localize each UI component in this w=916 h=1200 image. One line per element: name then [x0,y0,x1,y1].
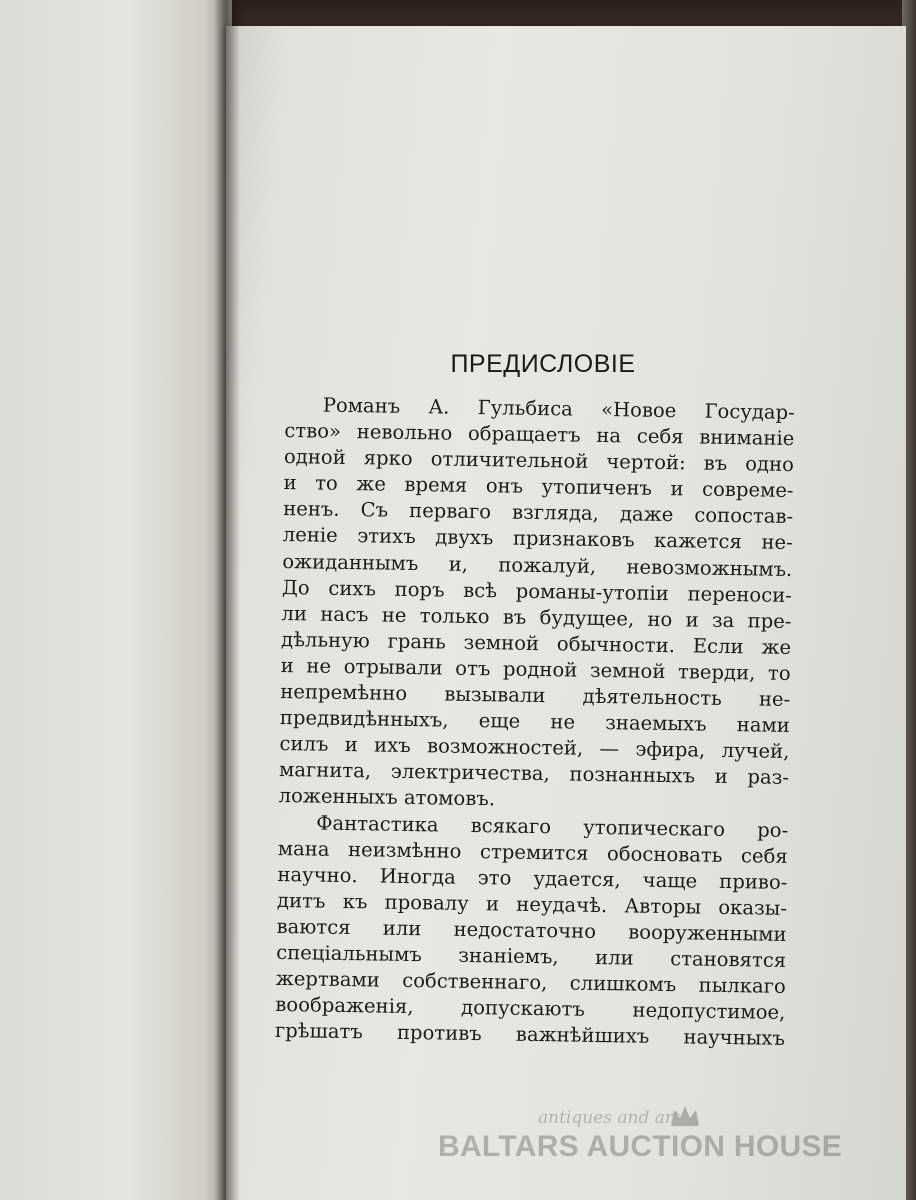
text-line: одной ярко отличительной чертой: въ одно [283,445,795,477]
text-line: спеціальнымъ знаніемъ, или становятся [276,940,787,972]
text-line: ожиданнымъ и, пожалуй, невозможнымъ. [282,549,793,581]
text-line: дѣльную грань земной обычности. Если же [280,627,792,659]
book-gutter [214,0,240,1200]
crown-icon [668,1102,702,1132]
text-line: ложенныхъ атомовъ. [278,784,496,811]
text-line: силъ и ихъ возможностей, — эфира, лучей, [279,732,790,764]
watermark-tagline: antiques and art [538,1108,680,1128]
page-heading: ПРЕДИСЛОВІЕ [450,350,636,378]
text-line: леніе этихъ двухъ признаковъ кажется не- [282,523,793,555]
text-line: До сихъ поръ всѣ романы-утопіи переноси- [281,575,793,607]
text-line: и то же время онъ утопиченъ и совреме- [283,471,794,503]
text-line: Фантастика всякаго утопическаго ро- [316,811,789,842]
text-line: дитъ къ провалу и неудачѣ. Авторы оказы- [276,888,788,920]
left-page [0,0,232,1200]
text-line: непремѣнно вызывали дѣятельность не- [280,679,791,712]
text-line: ли насъ не только въ будущее, но и за пре- [281,601,792,633]
text-line: воображенія, допускаютъ недопустимое, [275,993,786,1025]
auction-house-watermark [438,1108,843,1178]
text-line: ваются или недостаточно вооруженными [276,914,787,946]
text-line: магнита, электричества, познанныхъ и раз- [278,758,790,790]
text-line: Романъ А. Гульбиса «Новое Государ- [322,393,795,425]
paragraph-1 [278,392,794,817]
body-text [275,392,795,1052]
text-line: научно. Иногда это удается, чаще приво- [277,862,788,894]
paragraph-2 [275,809,789,1052]
watermark-name: BALTARS AUCTION HOUSE [438,1130,843,1163]
text-line: мана неизмѣнно стремится обосновать себя [277,836,788,868]
text-line: грѣшатъ противъ важнѣйшихъ научныхъ [274,1019,786,1051]
text-line: жертвами собственнаго, слишкомъ пылкаго [275,966,786,998]
text-line: ство» невольно обращаетъ на себя вниманіе [284,419,795,451]
text-line: ненъ. Съ перваго взгляда, даже сопостав- [282,497,794,529]
text-line: и не отрывали отъ родной земной тверди, то [280,653,791,685]
text-line: предвидѣнныхъ, еще не знаемыхъ нами [279,706,791,738]
